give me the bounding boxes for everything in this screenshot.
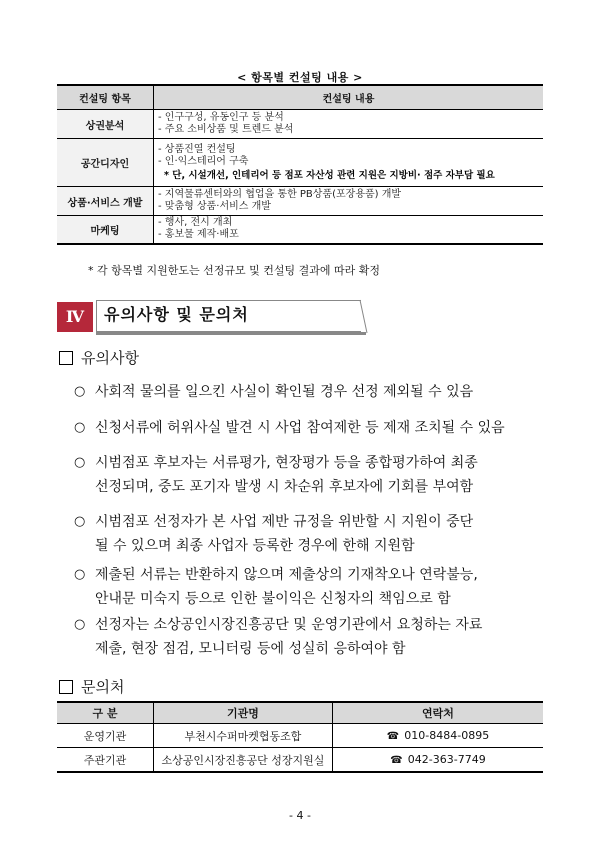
notes-item <box>74 563 544 611</box>
consulting-row <box>57 216 543 244</box>
consulting-line: - 행사, 전시 개최 <box>158 217 233 229</box>
contact-table <box>57 701 543 773</box>
contact-org: 부천시수퍼마켓협동조합 <box>154 724 333 748</box>
consulting-line: - 주요 소비상품 및 트렌드 분석 <box>158 124 294 135</box>
consulting-header-category: 컨설팅 항목 <box>57 85 154 110</box>
consulting-note: * 단, 시설개선, 인테리어 등 점포 자산성 관련 지원은 지방비· 점주 자부담 필요 <box>164 169 495 181</box>
contact-header-phone: 연락처 <box>333 702 544 724</box>
notes-item <box>74 380 544 404</box>
notes-line: 될 수 있으며 최종 사업자 등록한 경우에 한해 지원함 <box>95 538 415 554</box>
page-number: - 4 - <box>289 809 311 822</box>
notes-line: 신청서류에 허위사실 발견 시 사업 참여제한 등 제재 조치될 수 있음 <box>95 420 505 436</box>
contact-org: 소상공인시장진흥공단 성장지원실 <box>154 748 333 773</box>
consulting-line: - 인구구성, 유동인구 등 분석 <box>158 112 284 123</box>
section-title-underline <box>96 332 366 335</box>
contact-row <box>57 724 543 748</box>
notes-line: 사회적 물의를 일으킨 사실이 확인될 경우 선정 제외될 수 있음 <box>95 384 474 400</box>
contact-type: 주관기관 <box>57 748 154 773</box>
telephone-icon: ☎ <box>390 755 403 766</box>
consulting-category: 마케팅 <box>57 216 154 244</box>
notes-item <box>74 510 544 558</box>
contact-heading-text: 문의처 <box>81 678 125 696</box>
contact-type: 운영기관 <box>57 724 154 748</box>
contact-phone-cell <box>333 748 544 773</box>
consulting-content <box>154 139 544 187</box>
consulting-line: - 맞춤형 상품·서비스 개발 <box>158 201 271 212</box>
consulting-line: - 상품진열 컨설팅 <box>158 143 236 155</box>
consulting-row <box>57 187 543 216</box>
consulting-content <box>154 216 544 244</box>
circle-bullet-icon: ○ <box>74 384 86 399</box>
section-title-corner <box>358 300 370 336</box>
notes-line: 안내문 미숙지 등으로 인한 불이익은 신청자의 책임으로 함 <box>95 591 451 607</box>
notes-line: 제출된 서류는 반환하지 않으며 제출상의 기재착오나 연락불능, <box>95 567 478 583</box>
notes-line: 시범점포 선정자가 본 사업 제반 규정을 위반할 시 지원이 중단 <box>95 514 474 530</box>
section-number: Ⅳ <box>57 302 93 332</box>
circle-bullet-icon: ○ <box>74 455 86 470</box>
consulting-category: 상권분석 <box>57 110 154 139</box>
consulting-footnote: * 각 항목별 지원한도는 선정규모 및 컨설팅 결과에 따라 확정 <box>88 264 380 277</box>
notes-item <box>74 451 544 499</box>
consulting-table <box>57 84 543 245</box>
notes-line: 선정되며, 중도 포기자 발생 시 차순위 후보자에 기회를 부여함 <box>95 479 474 495</box>
square-bullet-icon <box>59 680 73 694</box>
consulting-line: - 인·익스테리어 구축 <box>158 155 249 167</box>
contact-phone: 042-363-7749 <box>407 753 486 766</box>
consulting-row <box>57 139 543 187</box>
notes-heading-text: 유의사항 <box>81 349 139 367</box>
consulting-row <box>57 110 543 139</box>
consulting-content <box>154 110 544 139</box>
contact-header-type: 구 분 <box>57 702 154 724</box>
circle-bullet-icon: ○ <box>74 514 86 529</box>
notes-item <box>74 613 544 661</box>
consulting-category: 상품·서비스 개발 <box>57 187 154 216</box>
notes-line: 선정자는 소상공인시장진흥공단 및 운영기관에서 요청하는 자료 <box>95 617 483 633</box>
consulting-line: - 홍보물 제작·배포 <box>158 229 239 241</box>
circle-bullet-icon: ○ <box>74 567 86 582</box>
notes-line: 제출, 현장 점검, 모니터링 등에 성실히 응하여야 함 <box>95 641 406 657</box>
square-bullet-icon <box>59 351 73 365</box>
contact-phone-cell <box>333 724 544 748</box>
contact-row <box>57 748 543 773</box>
contact-header-org: 기관명 <box>154 702 333 724</box>
contact-heading <box>59 676 124 697</box>
consulting-header-content: 컨설팅 내용 <box>154 85 544 110</box>
consulting-line: - 지역물류센터와의 협업을 통한 PB상품(포장용품) 개발 <box>158 189 402 200</box>
consulting-table-caption: < 항목별 컨설팅 내용 > <box>237 71 363 84</box>
telephone-icon: ☎ <box>386 731 400 742</box>
consulting-content <box>154 187 544 216</box>
circle-bullet-icon: ○ <box>74 420 86 435</box>
notes-item <box>74 416 544 440</box>
contact-phone: 010-8484-0895 <box>404 729 490 742</box>
section-title: 유의사항 및 문의처 <box>104 305 249 324</box>
consulting-category: 공간디자인 <box>57 139 154 187</box>
notes-heading <box>59 347 139 368</box>
notes-line: 시범점포 후보자는 서류평가, 현장평가 등을 종합평가하여 최종 <box>95 455 478 471</box>
circle-bullet-icon: ○ <box>74 617 86 632</box>
